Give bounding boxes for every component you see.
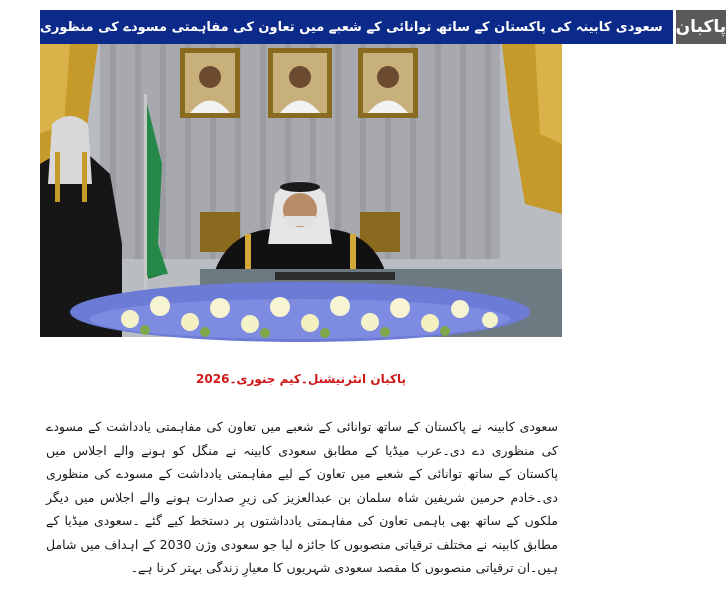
dateline: پاکبان انٹرنیشنل۔کیم جنوری۔2026 [196,372,406,386]
article-body: سعودی کابینہ نے پاکستان کے ساتھ توانائی کے شعبے میں تعاون کی مفاہمتی یادداشت کے مسودے کی منظوری دے دی۔عرب میڈیا کے مطابق سعودی کابینہ نے منگل کو ہونے والے اجلاس میں پاکستان کے ساتھ توانائی کے شعبے میں تعاون کے لیے مفاہمتی یادداشت کے مسودے کی منظوری دی۔خادم حرمین شریفین شاہ سلمان بن عبدالعزیز کی زیرِ صدارت ہونے والے اجلاس میں دیگر ملکوں کے ساتھ بھی باہمی تعاون کی مفاہمتی یادداشتوں پر دستخط کیے گئے ۔سعودی میڈیا کے مطابق کابینہ نے مختلف ترقیاتی منصوبوں کا جائزہ لیا جو سعودی وژن 2030 کے اہداف میں شامل ہیں۔ان ترقیاتی منصوبوں کا مقصد سعودی شہریوں کا معیارِ زندگی بہتر کرنا ہے۔ [46,419,558,575]
cabinet-meeting-image [40,44,562,337]
headline: سعودی کابینہ کی پاکستان کے ساتھ توانائی کے شعبے میں تعاون کی مفاہمتی مسودے کی منظوری [40,10,673,44]
brand-logo: پاکبان [673,10,726,44]
portrait-frames [180,48,418,118]
news-header [40,10,726,44]
flower-arrangement [70,282,530,342]
news-photo [40,44,562,337]
